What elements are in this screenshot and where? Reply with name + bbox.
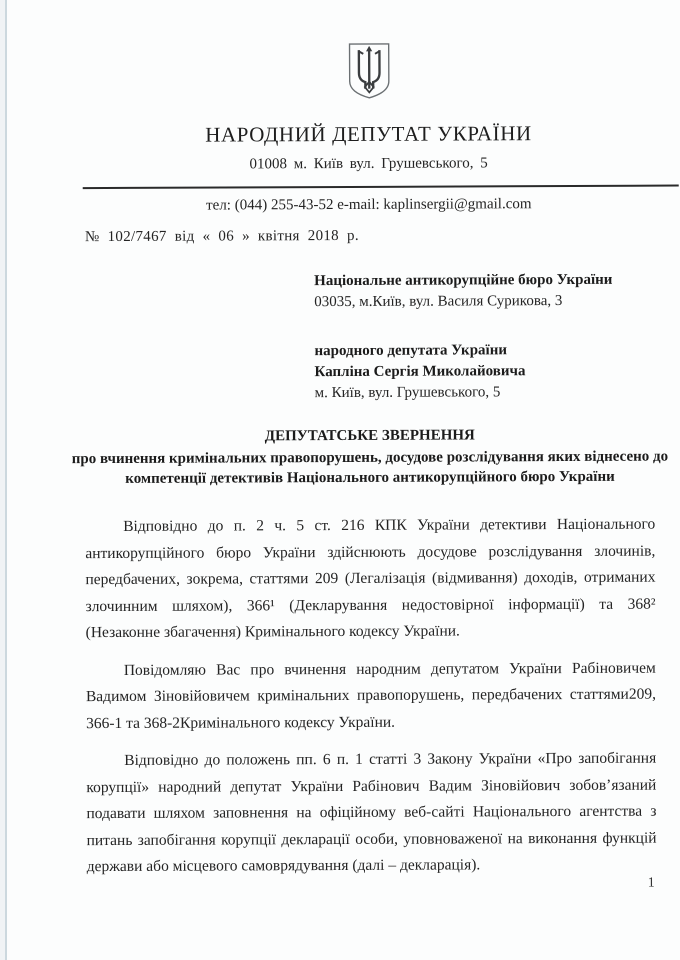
body-paragraph-3: Відповідно до положень пп. 6 п. 1 статті 3 Закону України «Про запобігання корупції» народний депутат України Рабінович Вадим Зіновійович зобов’язаний подавати шляхом заповнення на офіційному веб-сайті Національного агентства з питань запобігання корупції декларації особи, уповноваженої на виконання функцій держави або місцевого самоврядування (далі – декларація).	[86, 749, 657, 876]
sender-role: народного депутата України	[314, 342, 508, 360]
sender-block	[314, 340, 525, 404]
body-paragraph-1: Відповідно до п. 2 ч. 5 ст. 216 КПК України детективи Національного антикорупційного бюро України здійснюють досудове розслідування злочинів, передбачених, зокрема, статтями 209 (Легалізація (відмивання) доходів, отриманих злочинним шляхом), 366¹ (Декларування недостовірної інформації) та 368² (Незаконне збагачення) Кримінального кодексу України.	[85, 515, 656, 642]
letterhead-title: НАРОДНИЙ ДЕПУТАТ УКРАЇНИ	[205, 121, 532, 147]
body-paragraph-2: Повідомляю Вас про вчинення народним депутатом України Рабіновичем Вадимом Зіновійовичем кримінальних правопорушень, передбачених статтями209, 366-1 та 368-2Кримінального кодексу України.	[85, 659, 656, 732]
recipient-block	[314, 270, 612, 313]
recipient-org-name: Національне антикорупційне бюро України	[314, 271, 613, 290]
ukraine-trident-emblem	[346, 41, 392, 102]
document-subtitle: про вчинення кримінальних правопорушень, досудове розслідування яких віднесено до компетенції детективів Національного антикорупційного бюро України	[71, 448, 669, 487]
reference-number-line: № 102/7467 від « 06 » квітня 2018 р.	[84, 227, 359, 246]
document-title: ДЕПУТАТСЬКЕ ЗВЕРНЕННЯ	[264, 427, 475, 445]
sender-name: Капліна Сергія Миколайовича	[314, 363, 526, 381]
subject-block	[70, 425, 670, 490]
letterhead-address: 01008 м. Київ вул. Грушевського, 5	[249, 155, 488, 173]
letterhead-contact: тел: (044) 255-43-52 e-mail: kaplinsergii@gmail.com	[206, 196, 532, 214]
page-number: 1	[647, 875, 655, 891]
recipient-org-address: 03035, м.Київ, вул. Василя Сурикова, 3	[314, 293, 563, 311]
document-body	[85, 512, 657, 892]
trident-shield-graphic	[346, 41, 392, 102]
letterhead-divider-rule	[83, 185, 679, 190]
sender-address: м. Київ, вул. Грушевського, 5	[314, 384, 501, 402]
